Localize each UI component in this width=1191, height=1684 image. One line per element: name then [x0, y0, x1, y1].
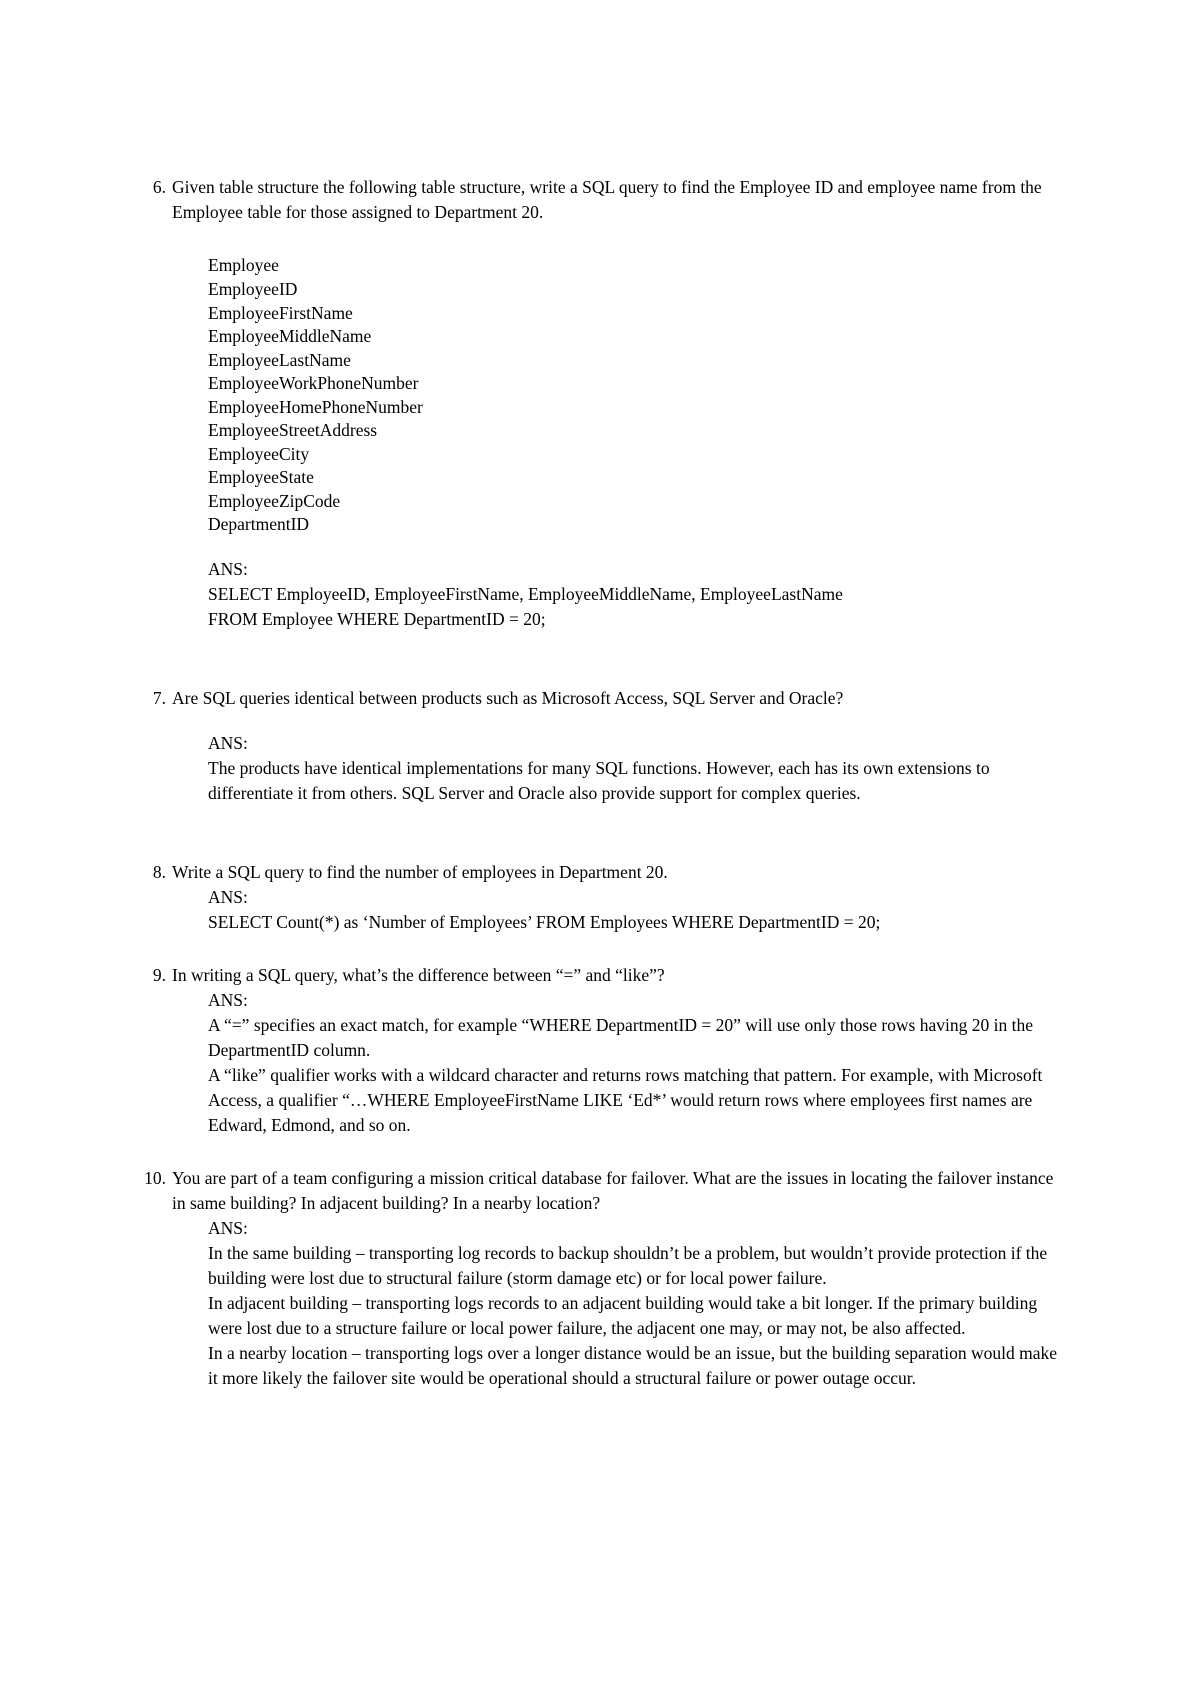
question-body: [172, 175, 1071, 632]
question-number: 9.: [152, 964, 166, 985]
spacer: [130, 935, 1071, 963]
spacer: [172, 225, 1071, 253]
question-text: Given table structure the following table structure, write a SQL query to find the Employee ID and employee name from the Employee table for those assigned to Department 20.: [172, 177, 1042, 222]
question-number: 10.: [144, 1167, 166, 1188]
question-item-10: [130, 1166, 1071, 1391]
answer-label: ANS:: [208, 886, 248, 907]
list-item: DepartmentID: [208, 514, 310, 534]
answer-line: SELECT EmployeeID, EmployeeFirstName, EmployeeMiddleName, EmployeeLastName: [208, 583, 843, 604]
list-item: EmployeeStreetAddress: [208, 420, 378, 440]
field-list: [208, 278, 1071, 537]
question-number: 7.: [152, 687, 166, 708]
list-item: EmployeeWorkPhoneNumber: [208, 373, 419, 393]
list-item: EmployeeFirstName: [208, 302, 353, 323]
question-text: You are part of a team configuring a mission critical database for failover. What are the issues in locating the failover instance in same building? In adjacent building? In a nearby location?: [172, 1167, 1054, 1213]
spacer: [130, 840, 1071, 860]
question-body: [172, 963, 1071, 1138]
answer-label: ANS:: [208, 1217, 248, 1238]
question-item-6: [130, 175, 1071, 632]
question-body: [172, 1166, 1071, 1391]
spacer: [130, 1138, 1071, 1166]
answer-label: ANS:: [208, 732, 248, 753]
answer-line: SELECT Count(*) as ‘Number of Employees’ FROM Employees WHERE DepartmentID = 20;: [208, 911, 881, 932]
list-item: EmployeeZipCode: [208, 490, 341, 511]
question-text: Write a SQL query to find the number of employees in Department 20.: [172, 861, 668, 882]
question-item-9: [130, 963, 1071, 1138]
list-item: EmployeeHomePhoneNumber: [208, 396, 423, 417]
question-number: 8.: [152, 861, 166, 882]
table-name: Employee: [208, 255, 279, 275]
answer-line: The products have identical implementations for many SQL functions. However, each has its own extensions to differentiate it from others. SQL Server and Oracle also provide support for complex queries.: [208, 757, 990, 803]
question-item-8: [130, 860, 1071, 935]
answer-line: A “like” qualifier works with a wildcard character and returns rows matching that pattern. For example, with Microsoft Access, a qualifier “…WHERE EmployeeFirstName LIKE ‘Ed*’ would return rows where employees first names are Edward, Edmond, and so on.: [208, 1064, 1043, 1135]
question-text: In writing a SQL query, what’s the difference between “=” and “like”?: [172, 964, 665, 985]
list-item: EmployeeMiddleName: [208, 326, 372, 346]
answer-line: FROM Employee WHERE DepartmentID = 20;: [208, 608, 546, 629]
answer-line: A “=” specifies an exact match, for example “WHERE DepartmentID = 20” will use only those rows having 20 in the DepartmentID column.: [208, 1014, 1033, 1060]
question-number: 6.: [152, 177, 166, 197]
list-item: EmployeeState: [208, 467, 314, 487]
question-body: [172, 860, 1071, 935]
list-item: EmployeeID: [208, 279, 298, 299]
spacer: [130, 632, 1071, 666]
spacer: [130, 806, 1071, 840]
spacer: [172, 537, 1071, 557]
question-item-7: [130, 686, 1071, 806]
question-text: Are SQL queries identical between products such as Microsoft Access, SQL Server and Oracle?: [172, 687, 844, 708]
answer-line: In adjacent building – transporting logs records to an adjacent building would take a bit longer. If the primary building were lost due to a structure failure or local power failure, the adjacent one may, or may not, be also affected.: [208, 1292, 1038, 1338]
spacer: [130, 666, 1071, 686]
answer-line: In a nearby location – transporting logs over a longer distance would be an issue, but the building separation would make it more likely the failover site would be operational should a structural failure or power outage occur.: [208, 1342, 1058, 1388]
question-body: [172, 686, 1071, 806]
spacer: [172, 711, 1071, 731]
answer-label: ANS:: [208, 989, 248, 1010]
answer-label: ANS:: [208, 558, 248, 579]
list-item: EmployeeCity: [208, 443, 310, 464]
list-item: EmployeeLastName: [208, 349, 351, 370]
answer-line: In the same building – transporting log records to backup shouldn’t be a problem, but wouldn’t provide protection if the building were lost due to structural failure (storm damage etc) or for local power failure.: [208, 1242, 1048, 1288]
